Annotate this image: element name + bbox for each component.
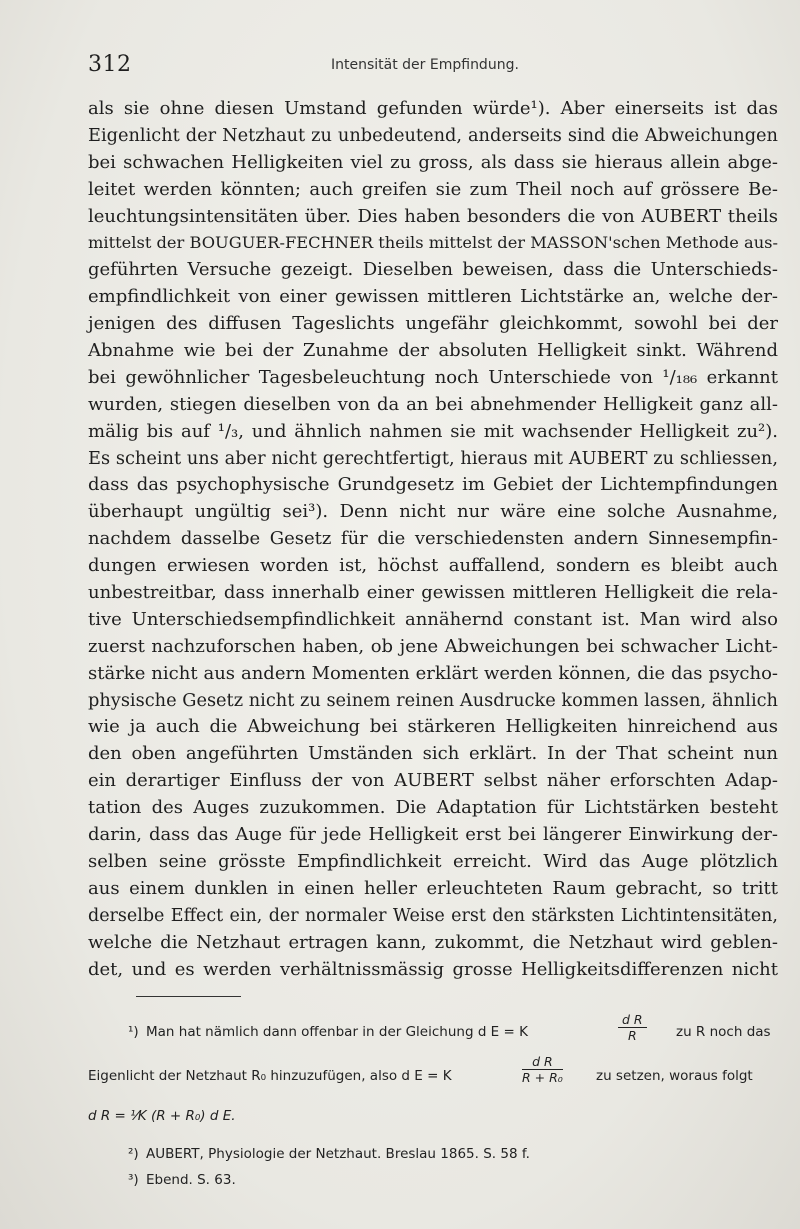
body-line: wurden, stiegen dieselben von da an bei abnehmender Helligkeit ganz all- [88, 393, 778, 415]
body-line: selben seine grösste Empfindlichkeit erreicht. Wird das Auge plötzlich [88, 850, 778, 872]
body-text [88, 96, 778, 983]
footnote-1-line-1 [88, 1012, 778, 1048]
footnote-2-number: ²) [128, 1146, 139, 1162]
body-line: nachdem dasselbe Gesetz für die verschiedensten andern Sinnesempfin- [88, 528, 778, 550]
footnote-2-text: AUBERT, Physiologie der Netzhaut. Breslau 1865. S. 58 f. [146, 1146, 530, 1162]
footnote-3 [88, 1170, 778, 1200]
body-line: physische Gesetz nicht zu seinem reinen Ausdrucke kommen lassen, ähnlich [88, 690, 778, 711]
body-line: jenigen des diffusen Tageslichts ungefähr gleichkommt, sowohl bei der [88, 313, 778, 335]
running-title: Intensität der Empfindung. [331, 57, 519, 73]
footnote-1-fraction-2 [522, 1054, 563, 1085]
footnote-1-text: Man hat nämlich dann offenbar in der Gleichung d E = K [146, 1024, 528, 1040]
body-line: wie ja auch die Abweichung bei stärkeren Helligkeiten hinreichend aus [88, 716, 778, 738]
page-header [88, 52, 740, 84]
footnote-1-equation: d R = ¹⁄K (R + R₀) d E. [88, 1108, 236, 1124]
body-line: Eigenlicht der Netzhaut zu unbedeutend, anderseits sind die Abweichungen [88, 125, 778, 146]
body-line: zuerst nachzuforschen haben, ob jene Abweichungen bei schwacher Licht- [88, 635, 778, 657]
footnote-1-line-2-text: Eigenlicht der Netzhaut R₀ hinzuzufügen, also d E = K [88, 1068, 452, 1084]
footnote-1-line-3 [88, 1102, 778, 1132]
body-line: tation des Auges zuzukommen. Die Adaptation für Lichtstärken besteht [88, 797, 778, 819]
footnote-1-fraction-1 [618, 1012, 647, 1043]
footnote-3-number: ³) [128, 1172, 139, 1188]
footnote-1-number: ¹) [128, 1024, 139, 1040]
body-line: geführten Versuche gezeigt. Dieselben beweisen, dass die Unterschieds- [88, 259, 778, 281]
body-line: det, und es werden verhältnissmässig grosse Helligkeitsdifferenzen nicht [88, 958, 778, 980]
body-line: dungen erwiesen worden ist, höchst auffallend, sondern es bleibt auch [88, 555, 778, 577]
body-line: empfindlichkeit von einer gewissen mittleren Lichtstärke an, welche der- [88, 286, 778, 308]
body-line: als sie ohne diesen Umstand gefunden würde¹). Aber einerseits ist das [88, 98, 778, 119]
footnote-1-line-2-after: zu setzen, woraus folgt [596, 1068, 753, 1084]
footnote-2 [88, 1140, 778, 1170]
body-line: welche die Netzhaut ertragen kann, zukommt, die Netzhaut wird geblen- [88, 931, 778, 953]
body-line: tive Unterschiedsempfindlichkeit annähernd constant ist. Man wird also [88, 608, 778, 630]
body-line: leitet werden könnten; auch greifen sie zum Theil noch auf grössere Be- [88, 178, 778, 200]
body-line: aus einem dunklen in einen heller erleuchteten Raum gebracht, so tritt [88, 877, 778, 899]
body-line: mälig bis auf ¹/₃, und ähnlich nahmen sie mit wachsender Helligkeit zu²). [88, 420, 778, 442]
fraction-1-numerator: d R [618, 1012, 647, 1028]
body-line: überhaupt ungültig sei³). Denn nicht nur wäre eine solche Ausnahme, [88, 501, 778, 523]
page-number: 312 [88, 52, 132, 77]
fraction-2-numerator: d R [522, 1054, 563, 1070]
footnotes [88, 1012, 778, 1200]
body-line: mittelst der BOUGUER-FECHNER theils mittelst der MASSON'schen Methode aus- [88, 233, 778, 253]
fraction-1-denominator: R [627, 1028, 637, 1043]
body-line: bei schwachen Helligkeiten viel zu gross, als dass sie hieraus allein abge- [88, 151, 778, 173]
body-line: stärke nicht aus andern Momenten erklärt werden können, die das psycho- [88, 662, 778, 684]
body-line: unbestreitbar, dass innerhalb einer gewissen mittleren Helligkeit die rela- [88, 582, 778, 604]
body-line: den oben angeführten Umständen sich erklärt. In der That scheint nun [88, 743, 778, 765]
body-line: Es scheint uns aber nicht gerechtfertigt, hieraus mit AUBERT zu schliessen, [88, 448, 778, 469]
body-line: bei gewöhnlicher Tagesbeleuchtung noch Unterschiede von ¹/₁₈₆ erkannt [88, 366, 778, 388]
body-line: derselbe Effect ein, der normaler Weise erst den stärksten Lichtintensitäten, [88, 905, 778, 926]
body-line: ein derartiger Einfluss der von AUBERT selbst näher erforschten Adap- [88, 770, 778, 792]
fraction-2-denominator: R + R₀ [522, 1070, 563, 1085]
footnote-1-line-2 [88, 1054, 778, 1092]
body-line: darin, dass das Auge für jede Helligkeit erst bei längerer Einwirkung der- [88, 824, 778, 846]
body-line: dass das psychophysische Grundgesetz im Gebiet der Lichtempfindungen [88, 474, 778, 496]
body-line: Abnahme wie bei der Zunahme der absoluten Helligkeit sinkt. Während [88, 340, 778, 362]
footnote-3-text: Ebend. S. 63. [146, 1172, 236, 1188]
footnote-1-text-after: zu R noch das [676, 1024, 771, 1040]
body-line: leuchtungsintensitäten über. Dies haben besonders die von AUBERT theils [88, 205, 778, 227]
footnote-rule [136, 996, 241, 997]
